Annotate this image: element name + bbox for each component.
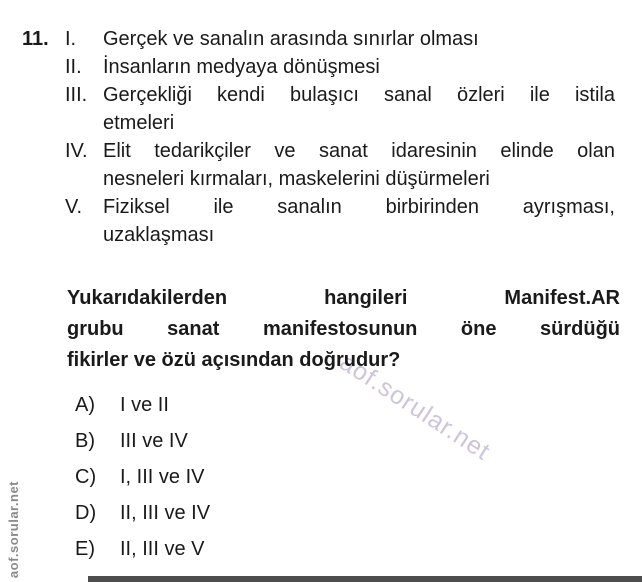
option-letter: C) — [75, 466, 97, 488]
option-letter: A) — [75, 394, 95, 416]
option-e — [75, 538, 622, 560]
premise-line: Gerçekliği kendi bulaşıcı sanal özleri ile istila — [103, 84, 615, 106]
premise-text — [103, 25, 615, 53]
option-text: II, III ve V — [120, 538, 205, 560]
premise-line: İnsanların medyaya dönüşmesi — [103, 56, 380, 78]
premise-text — [103, 137, 615, 193]
premise-line: Gerçek ve sanalın arasında sınırlar olması — [103, 28, 479, 50]
premise-text — [103, 193, 615, 249]
option-text: III ve IV — [120, 430, 188, 452]
premise-marker: II. — [65, 56, 82, 78]
options-list — [75, 394, 622, 560]
option-d — [75, 502, 622, 524]
option-a — [75, 394, 622, 416]
premise-item-1 — [65, 25, 622, 53]
option-text: I, III ve IV — [120, 466, 205, 488]
premise-list — [65, 25, 622, 249]
option-letter: B) — [75, 430, 95, 452]
option-c — [75, 466, 622, 488]
premise-item-3 — [65, 81, 622, 137]
premise-marker: V. — [65, 196, 83, 218]
question-number: 11. — [22, 28, 49, 50]
bottom-bar — [88, 576, 642, 582]
premise-line: Fiziksel ile sanalın birbirinden ayrışması, — [103, 196, 615, 218]
side-vertical-watermark: aof.sorular.net — [6, 480, 21, 578]
premise-line: uzaklaşması — [103, 224, 215, 246]
premise-marker: IV. — [65, 140, 88, 162]
prompt-line: grubu sanat manifestosunun öne sürdüğü — [67, 318, 620, 340]
option-letter: E) — [75, 538, 95, 560]
diagonal-watermark: aof.sorular.net — [334, 348, 496, 466]
option-text: II, III ve IV — [120, 502, 211, 524]
premise-text — [103, 81, 615, 137]
premise-line: nesneleri kırmaları, maskelerini düşürmeleri — [103, 168, 490, 190]
premise-line: etmeleri — [103, 112, 175, 134]
premise-item-2 — [65, 53, 622, 81]
option-text: I ve II — [120, 394, 169, 416]
question-prompt — [67, 283, 620, 376]
option-letter: D) — [75, 502, 97, 524]
question-body — [65, 25, 622, 560]
premise-text — [103, 53, 615, 81]
prompt-line: fikirler ve özü açısından doğrudur? — [67, 349, 401, 371]
premise-marker: III. — [65, 84, 88, 106]
option-b — [75, 430, 622, 452]
premise-item-5 — [65, 193, 622, 249]
premise-marker: I. — [65, 28, 77, 50]
premise-item-4 — [65, 137, 622, 193]
premise-line: Elit tedarikçiler ve sanat idaresinin elinde olan — [103, 140, 615, 162]
prompt-line: Yukarıdakilerden hangileri Manifest.AR — [67, 287, 620, 309]
